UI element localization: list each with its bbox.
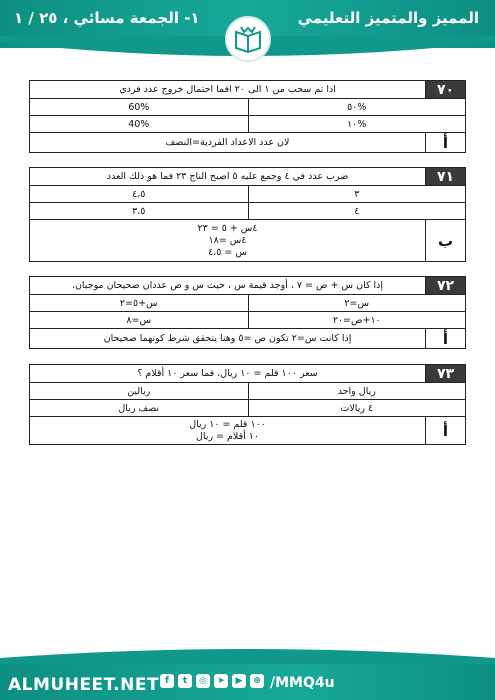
question-text: إذا كان س + ص = ٧ ، أوجد قيمة س ، حيث س و ص عددان صحيحان موجبان. xyxy=(71,280,384,291)
answer-letter: أ xyxy=(425,417,465,444)
web-icon[interactable]: ⊕ xyxy=(250,674,264,688)
question-block-72 xyxy=(29,276,466,349)
solution xyxy=(30,329,425,348)
solution xyxy=(30,220,425,261)
option: ٤ xyxy=(248,203,466,219)
answer-row xyxy=(30,133,465,152)
options-row xyxy=(30,383,465,400)
question-text: سعر ١٠٠ قلم = ١٠ ريال، فما سعر ١٠ أقلام ؟ xyxy=(137,368,318,379)
question-number: ٧٢ xyxy=(425,277,465,294)
option: ١٠+ص=٢٠ xyxy=(248,312,466,328)
solution-line: ٤س + ٥ = ٢٣ xyxy=(197,222,258,234)
youtube-icon[interactable]: ▶ xyxy=(232,674,246,688)
options-row xyxy=(30,400,465,417)
question-block-73 xyxy=(29,364,466,445)
option: ٤ ريالات xyxy=(248,400,466,416)
question-row xyxy=(30,81,465,99)
solution xyxy=(30,133,425,152)
answer-row xyxy=(30,417,465,444)
option: ريالين xyxy=(127,385,151,397)
solution-line: إذا كانت س=٢ تكون ص =٥ وهنا يتحقق شرط كونهما صحيحان xyxy=(103,332,352,344)
question-number: ٧١ xyxy=(425,168,465,185)
facebook-icon[interactable]: f xyxy=(160,674,174,688)
option: ٣ xyxy=(248,186,466,202)
option: %٥٠ xyxy=(248,99,466,115)
question-text: ضرب عدد في ٤ وجمع عليه ٥ اصبح الناج ٢٣ فما هو ذلك العدد xyxy=(106,171,349,182)
question-block-70 xyxy=(29,80,466,153)
solution-line: س = ٤،٥ xyxy=(208,246,247,258)
solution-line: لان عدد الاعداد الفردية=النصف xyxy=(165,136,290,148)
footer-site[interactable]: ALMUHEET.NET xyxy=(8,675,160,695)
options-row xyxy=(30,116,465,133)
option: س+٥=٢ xyxy=(119,297,158,309)
option: س=٢ xyxy=(248,295,466,311)
answer-letter: ب xyxy=(425,220,465,261)
solution-line: ١٠٠ قلم = ١٠ ريال xyxy=(189,418,266,430)
header-subtitle: ١- الجمعة مسائي ، ٢٥ / ١ xyxy=(14,9,200,27)
instagram-icon[interactable]: ◎ xyxy=(196,674,210,688)
option: ٣،٥ xyxy=(132,205,146,217)
options-row xyxy=(30,186,465,203)
option: نصف ريال xyxy=(118,402,160,414)
telegram-icon[interactable]: ➤ xyxy=(214,674,228,688)
options-row xyxy=(30,312,465,329)
option: 40% xyxy=(128,118,150,130)
option: ريال واحد xyxy=(248,383,466,399)
social-icons xyxy=(160,674,268,688)
question-block-71 xyxy=(29,167,466,262)
solution-line: ٤س =١٨ xyxy=(208,234,247,246)
solution-line: ١٠ أقلام = ريال xyxy=(196,430,259,442)
book-logo-icon xyxy=(225,16,271,62)
question-row xyxy=(30,277,465,295)
question-number: ٧٣ xyxy=(425,365,465,382)
answer-row xyxy=(30,329,465,348)
option: س=٨ xyxy=(126,314,152,326)
option: %١٠ xyxy=(248,116,466,132)
header-title: المميز والمتميز التعليمي xyxy=(297,9,479,27)
question-row xyxy=(30,365,465,383)
options-row xyxy=(30,203,465,220)
question-text: اذا تم سحب من ١ الى ٢٠ افما احتمال خروج عدد فردي xyxy=(119,84,336,95)
answer-letter: أ xyxy=(425,133,465,152)
options-row xyxy=(30,295,465,312)
question-number: ٧٠ xyxy=(425,81,465,98)
option: 60% xyxy=(128,101,150,113)
answer-row xyxy=(30,220,465,261)
option: ٤،٥ xyxy=(132,188,146,200)
footer-handle[interactable]: /MMQ4u xyxy=(270,675,335,691)
solution xyxy=(30,417,425,444)
twitter-icon[interactable]: t xyxy=(178,674,192,688)
answer-letter: أ xyxy=(425,329,465,348)
question-row xyxy=(30,168,465,186)
options-row xyxy=(30,99,465,116)
